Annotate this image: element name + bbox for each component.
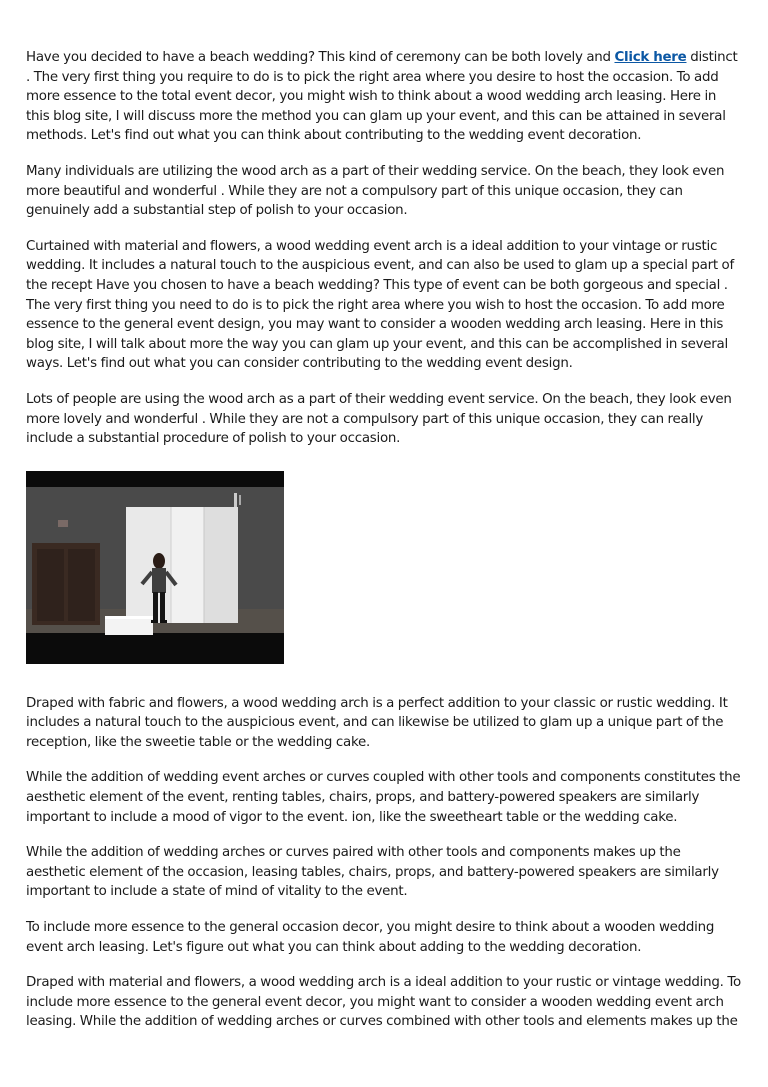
paragraph-9: Draped with material and flowers, a wood wedding arch is a ideal addition to your rustic or vintage wedding. To include more essence to the general event decor, you might want to consider a wooden wedding event arch leasing. While the addition of wedding arches or curves combined with other tools and elements makes up the <box>26 975 741 1030</box>
paragraph-1-text-start: Have you decided to have a beach wedding? This kind of ceremony can be both lovely and <box>26 50 615 65</box>
paragraph-7: While the addition of wedding arches or curves paired with other tools and components makes up the aesthetic element of the occasion, leasing tables, chairs, props, and battery-powered speakers are similarly important to include a state of mind of vitality to the event. <box>26 845 719 900</box>
paragraph-1 <box>26 48 742 146</box>
paragraph-5: Draped with fabric and flowers, a wood wedding arch is a perfect addition to your classic or rustic wedding. It includes a natural touch to the auspicious event, and can likewise be utilized to glam up a unique part of the reception, like the sweetie table or the wedding cake. <box>26 695 728 750</box>
video-thumbnail[interactable] <box>26 471 284 664</box>
paragraph-4: Lots of people are using the wood arch as a part of their wedding event service. On the beach, they look even more lovely and wonderful . While they are not a compulsory part of this unique occasion, they can really include a substantial procedure of polish to your occasion. <box>26 391 732 447</box>
article-body <box>26 48 742 1048</box>
paragraph-1-text-end: distinct . The very first thing you require to do is to pick the right area where you desire to host the occasion. To add more essence to the total event decor, you might wish to think about a wood wedding arch leasing. Here in this blog site, I will discuss more the method you can glam up your event, and this can be attained in several methods. Let's find out what you can think about contributing to the wedding event decoration. <box>26 50 738 144</box>
video-frame-image <box>26 471 284 664</box>
click-here-link[interactable]: Click here <box>614 50 687 65</box>
paragraph-8: To include more essence to the general occasion decor, you might desire to think about a wooden wedding event arch leasing. Let's figure out what you can think about adding to the wedding decoration. <box>26 920 715 955</box>
paragraph-6: While the addition of wedding event arches or curves coupled with other tools and components constitutes the aesthetic element of the event, renting tables, chairs, props, and battery-powered speakers are similarly important to include a mood of vigor to the event. ion, like the sweetheart table or the wedding cake. <box>26 770 741 825</box>
paragraph-3: Curtained with material and flowers, a wood wedding event arch is a ideal addition to your vintage or rustic wedding. It includes a natural touch to the auspicious event, and can also be used to glam up a special part of the recept Have you chosen to have a beach wedding? This type of event can be both gorgeous and special . The very first thing you need to do is to pick the right area where you wish to host the occasion. To add more essence to the general event design, you may want to consider a wooden wedding arch leasing. Here in this blog site, I will talk about more the way you can glam up your event, and this can be accomplished in several ways. Let's find out what you can consider contributing to the wedding event design. <box>26 238 734 372</box>
paragraph-2: Many individuals are utilizing the wood arch as a part of their wedding service. On the beach, they look even more beautiful and wonderful . While they are not a compulsory part of this unique occasion, they can genuinely add a substantial step of polish to your occasion. <box>26 163 725 219</box>
